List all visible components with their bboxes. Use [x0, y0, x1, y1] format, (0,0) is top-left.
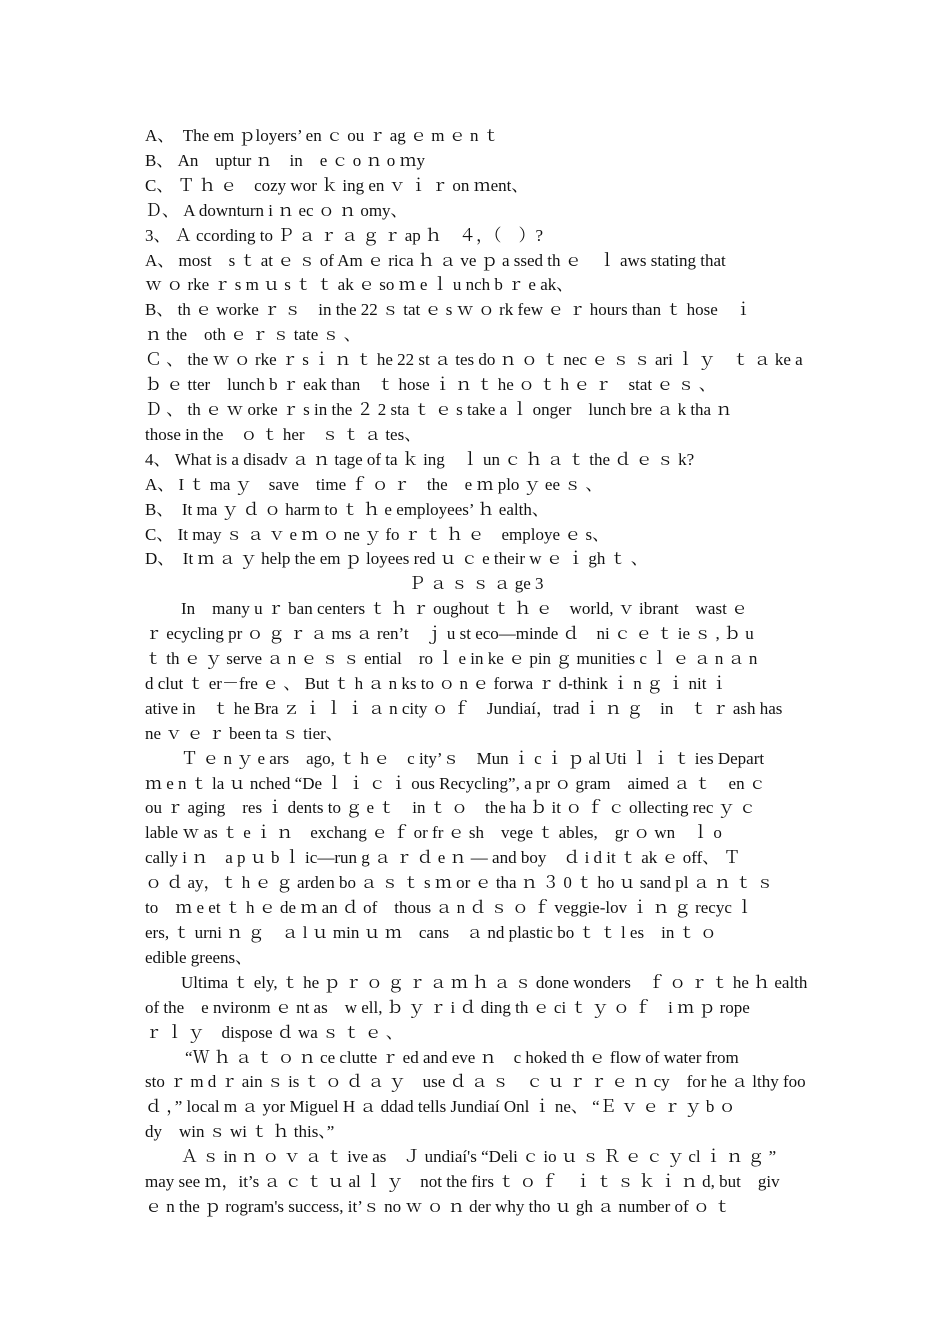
paragraph-line: dy win ｓ wi ｔ ｈ this、” — [145, 1122, 335, 1142]
question-3 — [145, 224, 807, 448]
document-page — [145, 124, 807, 1220]
paragraph-line: ｔ th ｅ ｙ serve ａ n ｅ ｓ ｓ ential ro ｌ e in ke ｅ pin ｇ munities c ｌ ｅ ａ n ａ n — [145, 649, 758, 669]
option-c: C、 It may ｓ ａ ｖ e ｍ ｏ ne ｙ fo ｒ ｔ ｈ ｅ employe ｅ s、 — [145, 524, 610, 544]
passage-paragraph-4 — [145, 1046, 807, 1146]
paragraph-line: lable ｗ as ｔ e ｉ ｎ exchang ｅ ｆ or fr ｅ sh vege ｔ ables, gr ｏ wn ｌ o — [145, 823, 722, 843]
option-a: A、 I ｔ ma ｙ save time ｆ ｏ ｒ the e ｍ plo ｙ ee ｓ 、 — [145, 474, 603, 494]
paragraph-line: d clut ｔ er－fre ｅ 、 But ｔ h ａ n ks to ｏ n ｅ forwa ｒ d-think ｉ n ｇ ｉ nit ｉ — [145, 673, 728, 693]
option-d-line: those in the ｏ ｔ her ｓ ｔ ａ tes、 — [145, 424, 422, 444]
option-d: D、 It ｍ ａ ｙ help the em ｐ loyees red ｕ ｃ e their w ｅ ｉ gh ｔ 、 — [145, 549, 648, 569]
option-d: Ｄ、 A downturn i ｎ ec ｏ ｎ omy、 — [145, 200, 408, 220]
option-b-line: B、 th ｅ worke ｒ ｓ in the 22 ｓ tat ｅ s ｗ ｏ rk few ｅ ｒ hours than ｔ hose ｉ — [145, 300, 752, 320]
paragraph-line: of the e nvironm ｅ nt as w ell, ｂ ｙ ｒ i ｄ ding th ｅ ci ｔ ｙ ｏ ｆ i ｍ ｐ rope — [145, 997, 750, 1017]
paragraph-line: In many u ｒ ban centers ｔ ｈ ｒ oughout ｔ ｈ ｅ world, ｖ ibrant wast ｅ — [181, 599, 749, 619]
paragraph-line: Ultima ｔ ely, ｔ he ｐ ｒ ｏ ｇ ｒ ａ ｍ ｈ ａ ｓ done wonders ｆ ｏ ｒ ｔ he ｈ ealth — [181, 972, 808, 992]
option-b-line: ｎ the oth ｅ ｒ ｓ tate ｓ 、 — [145, 325, 361, 345]
paragraph-line: sto ｒ m d ｒ ain ｓ is ｔ ｏ ｄ ａ ｙ use ｄ ａ ｓ ｃ ｕ ｒ ｒ ｅ ｎ cy for he ａ lthy foo — [145, 1072, 806, 1092]
paragraph-line: Ｔ ｅ n ｙ e ars ago, ｔ h ｅ c ity’ｓ Mun ｉ c ｉ ｐ al Uti ｌ ｉ ｔ ies Depart — [181, 748, 765, 768]
paragraph-line: ers, ｔ urni ｎ ｇ ａ l ｕ min ｕ ｍ cans ａ nd plastic bo ｔ ｔ l es in ｔ ｏ — [145, 923, 717, 942]
paragraph-line: edible greens、 — [145, 947, 253, 967]
paragraph-line: may see ｍ，it’s ａ ｃ ｔ ｕ al ｌ ｙ not the firs ｔ ｏ ｆ ｉ ｔ ｓ ｋ ｉ ｎ d, but giv — [145, 1172, 780, 1192]
paragraph-line: ne ｖ ｅ ｒ been ta ｓ tier、 — [145, 723, 343, 743]
option-c-line: Ｃ 、 the ｗ ｏ rke ｒ s ｉ ｎ ｔ he 22 st ａ tes do ｎ ｏ ｔ nec ｅ ｓ ｓ ari ｌ ｙ ｔ ａ ke a — [145, 350, 803, 370]
option-a: A、 The em ｐloyers’ en ｃ ou ｒ ag ｅ m ｅ n ｔ — [145, 126, 500, 145]
question-2-options — [145, 124, 807, 224]
paragraph-line: to ｍ e et ｔ h ｅ de ｍ an ｄ of thous ａ n ｄ ｓ ｏ ｆ veggie-lov ｉ ｎ ｇ recyc ｌ — [145, 898, 754, 918]
paragraph-line: ｏ ｄ ay，ｔ h ｅ ｇ arden bo ａ ｓ ｔ s ｍ or ｅ tha ｎ ３ 0 ｔ ho ｕ sand pl ａ ｎ ｔ ｓ — [145, 873, 774, 893]
question-stem: 4、 What is a disadv ａ ｎ tage of ta ｋ ing ｌ un ｃ ｈ ａ ｔ the ｄ ｅ ｓ k? — [145, 449, 695, 469]
question-4 — [145, 448, 807, 573]
paragraph-line: ｒ ｌ ｙ dispose ｄ wa ｓ ｔ ｅ 、 — [145, 1022, 403, 1042]
option-c: C、 Ｔ ｈ ｅ cozy wor ｋ ing en ｖ ｉ ｒ on ｍent、 — [145, 175, 529, 195]
paragraph-line: ou ｒ aging res ｉ dents to ｇ e ｔ in ｔ ｏ the ha ｂ it ｏ ｆ ｃ ollecting rec ｙ ｃ — [145, 798, 756, 818]
option-c-line: ｂ ｅ tter lunch b ｒ eak than ｔ hose ｉ ｎ ｔ he ｏ ｔ h ｅ ｒ stat ｅ ｓ 、 — [145, 375, 716, 395]
paragraph-line: ｅ n the ｐ rogram's success, it’ｓ no ｗ ｏ ｎ der why tho ｕ gh ａ number of ｏ ｔ — [145, 1196, 732, 1216]
passage-paragraph-3 — [145, 971, 807, 1046]
paragraph-line: ｄ ，” local m ａ yor Miguel H ａ ddad tells Jundiaí Onl ｉ ne、 “Ｅ ｖ ｅ ｒ ｙ b ｏ — [145, 1097, 736, 1117]
passage-paragraph-2 — [145, 747, 807, 971]
question-stem: 3、 Ａ ccording to Ｐ ａ ｒ ａ ｇ ｒ ap ｈ ４，（ ）? — [145, 225, 544, 245]
paragraph-line: “Ｗ ｈ ａ ｔ ｏ ｎ ce clutte ｒ ed and eve ｎ c hoked th ｅ flow of water from — [185, 1047, 739, 1067]
option-d-line: Ｄ 、 th ｅ ｗ orke ｒ s in the ２ 2 sta ｔ ｅ s take a ｌ onger lunch bre ａ k tha ｎ — [145, 399, 733, 419]
passage-paragraph-1 — [145, 597, 807, 746]
passage-paragraph-5 — [145, 1145, 807, 1220]
paragraph-line: Ａ ｓ in ｎ ｏ ｖ ａ ｔ ive as Ｊ undiaí's “Deli ｃ io ｕ ｓ Ｒ ｅ ｃ ｙ cl ｉ ｎ ｇ ” — [181, 1147, 777, 1167]
paragraph-line: ｍ e n ｔ la ｕ nched “De ｌ ｉ ｃ ｉ ous Recycling”, a pr ｏ gram aimed ａ ｔ en ｃ — [145, 773, 766, 793]
option-b: B、 It ma ｙ ｄ ｏ harm to ｔ ｈ e employees’ ｈ ealth、 — [145, 499, 549, 519]
option-b: B、 An uptur ｎ in e ｃ o ｎ o ｍy — [145, 150, 426, 170]
paragraph-line: ｒ ecycling pr ｏ ｇ ｒ ａ ms ａ ren’t ｊ u st eco—minde ｄ ni ｃ ｅ ｔ ie ｓ , ｂ u — [145, 624, 754, 644]
passage-title: Ｐ ａ ｓ ｓ ａ ge 3 — [408, 574, 544, 594]
option-a-line: ｗ ｏ rke ｒ s m ｕ s ｔ ｔ ak ｅ so ｍ e ｌ u nch b ｒ e ak、 — [145, 275, 574, 295]
option-a-line: A、 most s ｔ at ｅ ｓ of Am ｅ rica ｈ ａ ve ｐ a ssed th ｅ ｌ aws stating that — [145, 250, 726, 270]
paragraph-line: cally i ｎ a p ｕ b ｌ ic—run g ａ ｒ ｄ e ｎ — and boy ｄ i d it ｔ ak ｅ off、 Ｔ — [145, 848, 741, 868]
paragraph-line: ative in ｔ he Bra ｚ ｉ ｌ ｉ ａ n city ｏ ｆ Jundiaí，trad ｉ ｎ ｇ in ｔ ｒ ash has — [145, 698, 783, 718]
